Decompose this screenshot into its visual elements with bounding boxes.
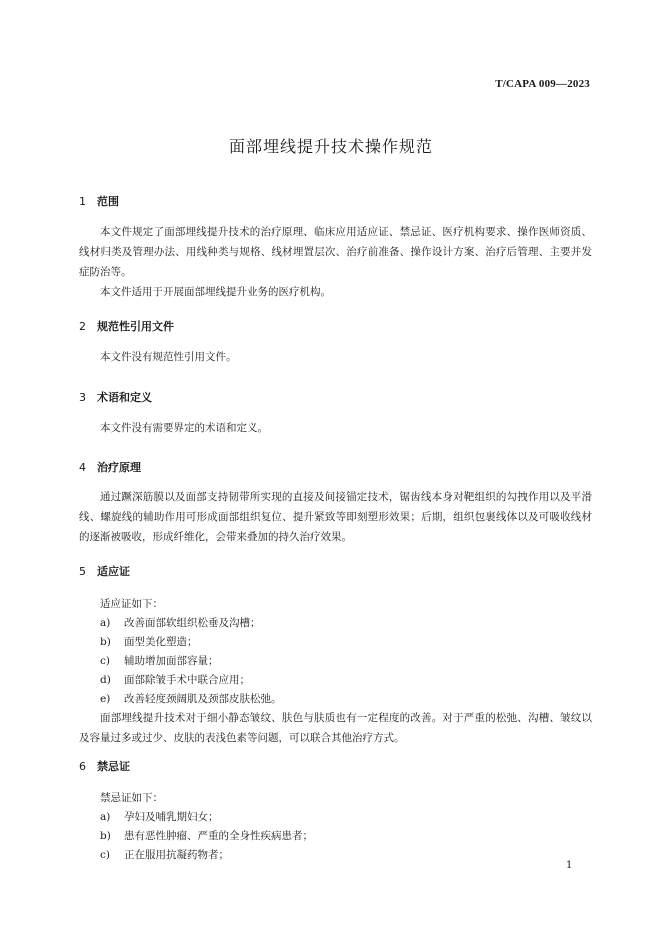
page-number: 1 — [566, 860, 573, 871]
list-item-text: 面型美化塑造； — [124, 636, 198, 648]
section-number: 2 — [79, 320, 86, 333]
section-title: 规范性引用文件 — [97, 320, 174, 333]
section-1-paragraph-1: 本文件规定了面部埋线提升技术的治疗原理、临床应用适应证、禁忌证、医疗机构要求、操作医师资质、线材归类及管理办法、用线种类与规格、线材埋置层次、治疗前准备、操作设计方案、治疗后管理、主要并发症防治等。 — [79, 226, 592, 278]
section-5-paragraph-after: 面部埋线提升技术对于细小静态皱纹、肤色与肤质也有一定程度的改善。对于严重的松弛、沟槽、皱纹以及容量过多或过少、皮肤的表浅色素等问题，可以联合其他治疗方式。 — [79, 712, 592, 744]
section-title: 治疗原理 — [97, 461, 141, 474]
section-number: 5 — [79, 565, 86, 578]
list-item-letter: b) — [100, 830, 111, 842]
section-4-heading — [79, 459, 141, 475]
list-item-letter: c) — [100, 655, 110, 667]
section-title: 范围 — [97, 195, 119, 208]
section-1-paragraph-2: 本文件适用于开展面部埋线提升业务的医疗机构。 — [100, 286, 331, 298]
section-6-heading — [79, 758, 130, 774]
section-title: 禁忌证 — [97, 760, 130, 773]
section-number: 6 — [79, 760, 86, 773]
section-4-paragraph-1: 通过蹶深筋膜以及面部支持韧带所实现的直接及间接锚定技术，锯齿线本身对靶组织的勾拽作用以及平滑线、螺旋线的辅助作用可形成面部组织复位、提升紧致等即刻塑形效果；后期，组织包裹线体以及可吸收线材的逐渐被吸收，形成纤维化，会带来叠加的持久治疗效果。 — [79, 491, 592, 543]
list-item-text: 患有恶性肿瘤、严重的全身性疾病患者； — [124, 830, 313, 842]
section-2-paragraph-1: 本文件没有规范性引用文件。 — [100, 351, 237, 363]
list-item-text: 面部除皱手术中联合应用； — [124, 674, 250, 686]
list-item-letter: e) — [100, 693, 111, 705]
document-title: 面部埋线提升技术操作规范 — [228, 137, 433, 156]
document-code: T/CAPA 009—2023 — [495, 78, 590, 90]
section-number: 3 — [79, 391, 86, 404]
section-6-intro: 禁忌证如下： — [100, 792, 163, 804]
section-number: 1 — [79, 195, 86, 208]
list-item-letter: a) — [100, 617, 111, 629]
section-2-heading — [79, 318, 174, 334]
section-title: 适应证 — [97, 565, 130, 578]
section-title: 术语和定义 — [97, 391, 152, 404]
list-item-letter: c) — [100, 849, 110, 861]
section-5-intro: 适应证如下： — [100, 598, 163, 610]
list-item-text: 改善面部软组织松垂及沟槽； — [124, 617, 261, 629]
list-item-letter: b) — [100, 636, 111, 648]
list-item-text: 改善轻度颈阔肌及颈部皮肤松弛。 — [124, 693, 282, 705]
list-item-text: 孕妇及哺乳期妇女； — [124, 811, 219, 823]
list-item-letter: a) — [100, 811, 111, 823]
list-item-letter: d) — [100, 674, 111, 686]
section-3-heading — [79, 389, 152, 405]
list-item-text: 辅助增加面部容量； — [124, 655, 219, 667]
section-3-paragraph-1: 本文件没有需要界定的术语和定义。 — [100, 422, 268, 434]
section-number: 4 — [79, 461, 86, 474]
list-item-text: 正在服用抗凝药物者； — [124, 849, 229, 861]
section-1-heading — [79, 193, 119, 209]
section-5-heading — [79, 563, 130, 579]
